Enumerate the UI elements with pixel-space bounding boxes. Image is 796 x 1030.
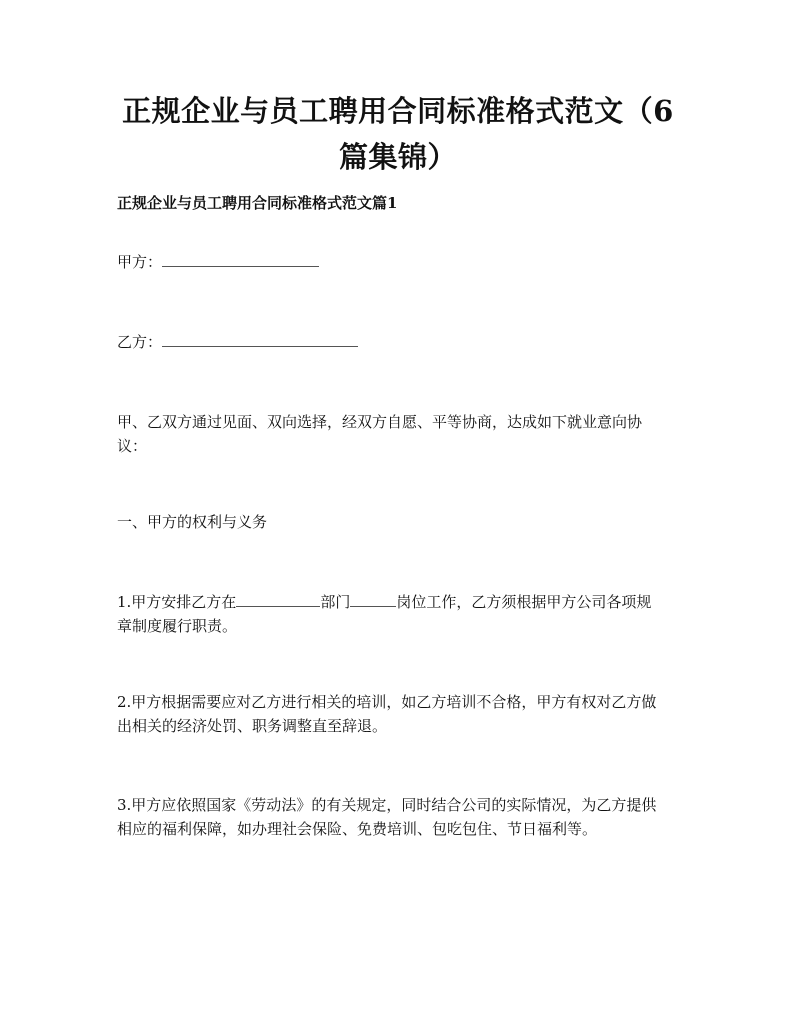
item-1-line-1 <box>117 590 683 614</box>
item-1-line-2: 章制度履行职责。 <box>117 617 238 635</box>
party-b-blank <box>162 332 358 347</box>
intro-line-1: 甲、乙双方通过见面、双向选择，经双方自愿、平等协商，达成如下就业意向协 <box>117 413 643 431</box>
intro-paragraph <box>117 410 683 458</box>
item-2-line-1: 2.甲方根据需要应对乙方进行相关的培训，如乙方培训不合格，甲方有权对乙方做 <box>117 693 657 711</box>
party-a-line <box>117 250 683 274</box>
party-a-label: 甲方： <box>117 253 163 271</box>
party-b-line <box>117 330 683 354</box>
document-title-line-1: 正规企业与员工聘用合同标准格式范文（6 <box>122 94 674 128</box>
section-heading: 正规企业与员工聘用合同标准格式范文篇1 <box>117 194 398 212</box>
position-blank <box>350 592 396 607</box>
item-3-line-2: 相应的福利保障，如办理社会保险、免费培训、包吃包住、节日福利等。 <box>117 820 598 838</box>
item-2-paragraph <box>117 690 683 738</box>
intro-line-2: 议： <box>117 437 148 455</box>
party-a-blank <box>162 252 319 267</box>
section-one-title: 一、甲方的权利与义务 <box>117 513 268 531</box>
item-1-text-c: 岗位工作，乙方须根据甲方公司各项规 <box>396 593 652 611</box>
item-3-line-1: 3.甲方应依照国家《劳动法》的有关规定，同时结合公司的实际情况，为乙方提供 <box>117 796 657 814</box>
party-b-label: 乙方： <box>117 333 163 351</box>
department-blank <box>236 592 320 607</box>
item-2-line-2: 出相关的经济处罚、职务调整直至辞退。 <box>117 717 388 735</box>
item-1-text-b: 部门 <box>320 593 351 611</box>
item-3-paragraph <box>117 793 683 841</box>
document-title-line-2: 篇集锦） <box>338 140 457 174</box>
item-1-text-a: 1.甲方安排乙方在 <box>117 593 237 611</box>
item-1-paragraph <box>117 590 683 638</box>
